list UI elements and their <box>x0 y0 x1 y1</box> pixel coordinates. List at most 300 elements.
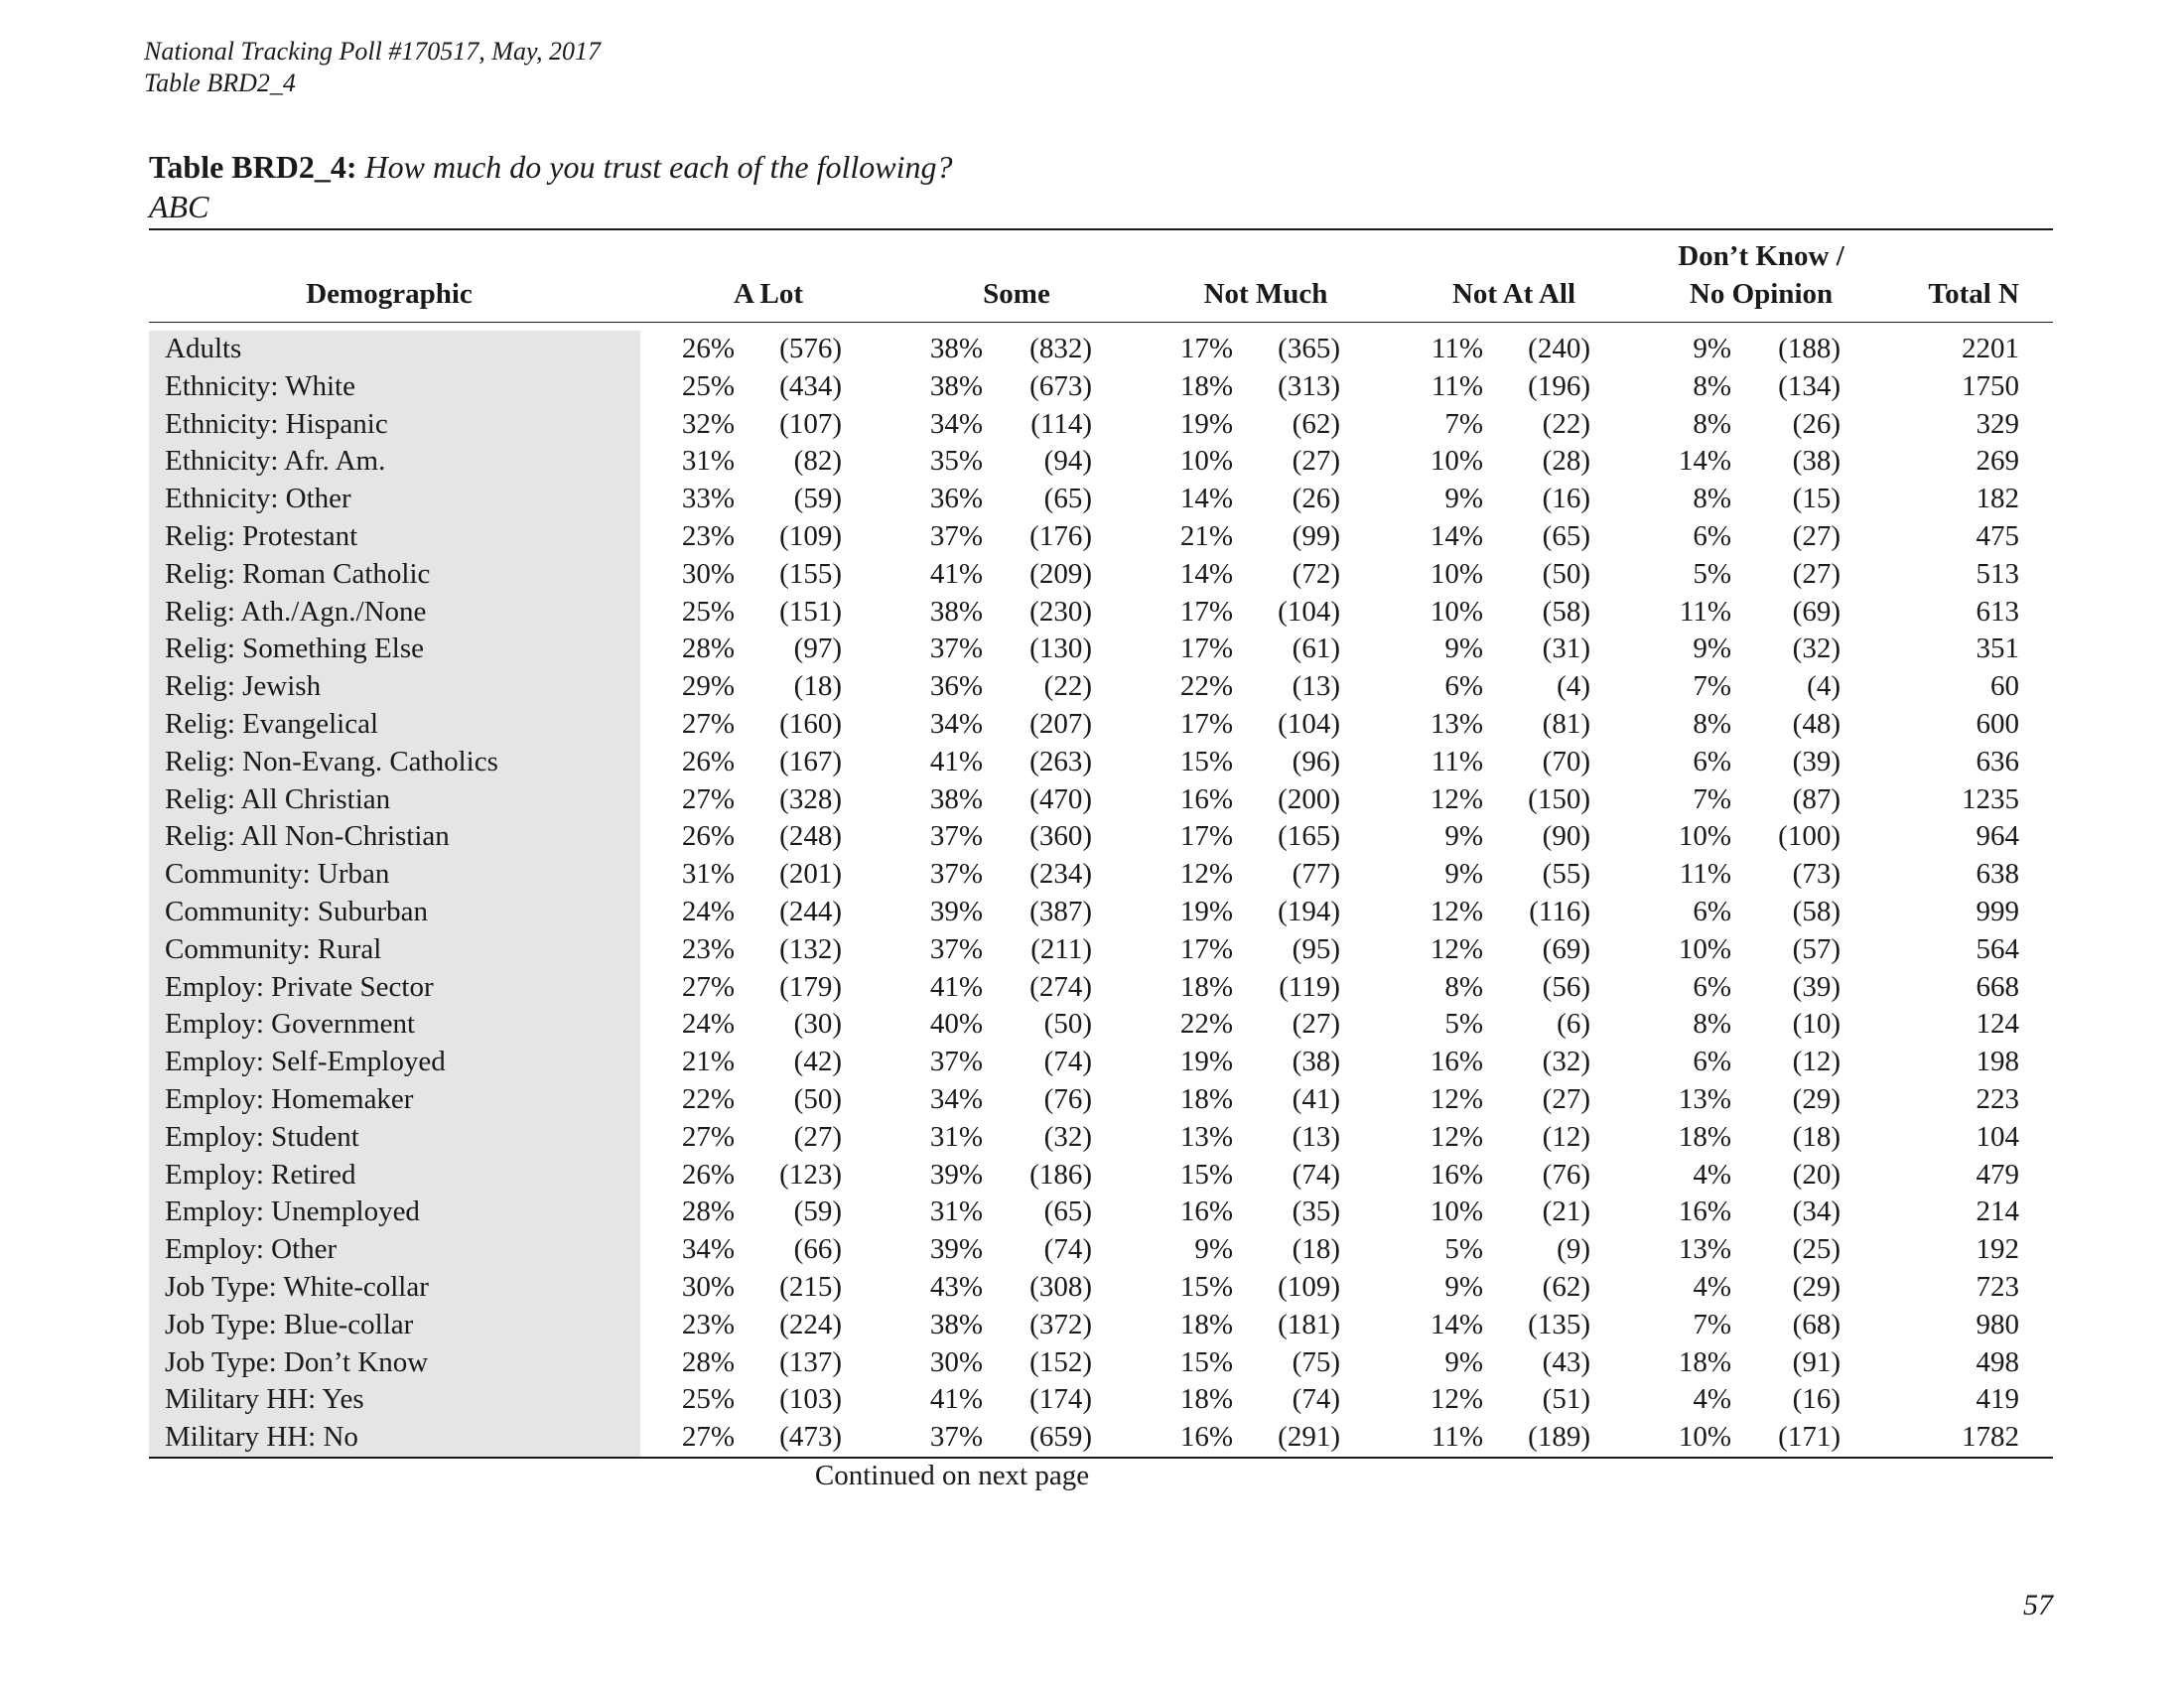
table-row <box>149 818 2053 856</box>
cell-dont-know-pct: 10% <box>1678 932 1731 965</box>
cell-dont-know-pct: 8% <box>1693 1008 1731 1041</box>
table-bottom-rule <box>149 1457 2053 1459</box>
cell-total-n: 638 <box>1976 858 2019 891</box>
cell-a-lot-n: (328) <box>779 782 842 815</box>
row-label: Ethnicity: White <box>165 369 355 402</box>
cell-dont-know-n: (27) <box>1792 519 1841 552</box>
cell-a-lot-n: (155) <box>779 557 842 590</box>
cell-not-at-all-n: (116) <box>1529 895 1590 927</box>
cell-dont-know-pct: 4% <box>1693 1383 1731 1416</box>
cell-not-much-n: (291) <box>1278 1421 1340 1454</box>
cell-total-n: 498 <box>1976 1345 2019 1378</box>
cell-not-much-n: (27) <box>1292 445 1340 478</box>
cell-some-pct: 38% <box>929 1308 983 1340</box>
cell-a-lot-pct: 24% <box>681 895 735 927</box>
cell-total-n: 223 <box>1976 1082 2019 1115</box>
table-caption <box>149 147 952 226</box>
cell-a-lot-pct: 26% <box>681 333 735 364</box>
cell-not-at-all-n: (27) <box>1542 1082 1590 1115</box>
cell-dont-know-pct: 11% <box>1679 858 1731 891</box>
cell-not-much-pct: 22% <box>1179 670 1233 703</box>
table-header-rule <box>149 322 2053 323</box>
cell-dont-know-n: (91) <box>1792 1345 1841 1378</box>
cell-dont-know-pct: 14% <box>1678 445 1731 478</box>
cell-not-much-pct: 14% <box>1179 483 1233 515</box>
cell-not-at-all-n: (69) <box>1542 932 1590 965</box>
cell-dont-know-pct: 7% <box>1693 782 1731 815</box>
cell-a-lot-pct: 27% <box>681 782 735 815</box>
cell-not-much-pct: 15% <box>1179 1158 1233 1191</box>
cell-total-n: 419 <box>1976 1383 2019 1416</box>
cell-not-much-n: (95) <box>1292 932 1340 965</box>
cell-total-n: 999 <box>1976 895 2019 927</box>
cell-not-much-n: (165) <box>1278 820 1340 853</box>
cell-a-lot-pct: 27% <box>681 1120 735 1153</box>
cell-dont-know-n: (12) <box>1792 1046 1841 1078</box>
cell-dont-know-pct: 9% <box>1693 333 1731 364</box>
cell-a-lot-n: (42) <box>793 1046 842 1078</box>
cell-not-at-all-n: (9) <box>1557 1233 1590 1266</box>
cell-not-much-pct: 10% <box>1179 445 1233 478</box>
table-row <box>149 1044 2053 1081</box>
cell-a-lot-n: (107) <box>779 407 842 440</box>
cell-not-much-n: (35) <box>1292 1196 1340 1228</box>
cell-not-much-n: (13) <box>1292 670 1340 703</box>
row-label: Adults <box>165 333 242 364</box>
cell-total-n: 2201 <box>1962 333 2019 364</box>
cell-total-n: 600 <box>1976 707 2019 740</box>
cell-dont-know-pct: 9% <box>1693 633 1731 665</box>
cell-a-lot-pct: 22% <box>681 1082 735 1115</box>
cell-some-pct: 31% <box>929 1120 983 1153</box>
cell-total-n: 198 <box>1976 1046 2019 1078</box>
header-dont-know-line2: No Opinion <box>1689 278 1834 310</box>
cell-some-pct: 40% <box>929 1008 983 1041</box>
cell-a-lot-pct: 23% <box>681 519 735 552</box>
row-label: Employ: Other <box>165 1233 338 1266</box>
cell-dont-know-pct: 6% <box>1693 745 1731 777</box>
cell-dont-know-n: (48) <box>1792 707 1841 740</box>
cell-a-lot-pct: 26% <box>681 820 735 853</box>
cell-not-much-n: (74) <box>1292 1383 1340 1416</box>
cell-some-pct: 39% <box>929 1158 983 1191</box>
cell-a-lot-n: (59) <box>793 1196 842 1228</box>
crosstab-table <box>149 228 2053 1459</box>
table-row <box>149 744 2053 781</box>
cell-some-n: (152) <box>1029 1345 1092 1378</box>
table-row <box>149 1307 2053 1344</box>
cell-dont-know-pct: 10% <box>1678 820 1731 853</box>
cell-dont-know-pct: 18% <box>1678 1120 1731 1153</box>
cell-not-much-pct: 17% <box>1179 595 1233 628</box>
cell-not-at-all-pct: 16% <box>1430 1046 1483 1078</box>
running-head <box>144 36 601 99</box>
table-row <box>149 1157 2053 1195</box>
table-body <box>149 331 2053 1457</box>
cell-a-lot-pct: 28% <box>681 633 735 665</box>
cell-dont-know-pct: 7% <box>1693 670 1731 703</box>
cell-not-at-all-pct: 14% <box>1430 1308 1483 1340</box>
cell-some-n: (176) <box>1029 519 1092 552</box>
cell-not-at-all-n: (90) <box>1542 820 1590 853</box>
cell-not-at-all-pct: 6% <box>1444 670 1483 703</box>
cell-not-at-all-pct: 9% <box>1444 1345 1483 1378</box>
cell-not-at-all-pct: 11% <box>1431 369 1483 402</box>
cell-a-lot-n: (18) <box>793 670 842 703</box>
cell-not-much-n: (13) <box>1292 1120 1340 1153</box>
cell-dont-know-pct: 10% <box>1678 1421 1731 1454</box>
cell-total-n: 1235 <box>1962 782 2019 815</box>
cell-some-pct: 37% <box>929 932 983 965</box>
table-row <box>149 331 2053 368</box>
cell-some-n: (230) <box>1029 595 1092 628</box>
cell-a-lot-n: (160) <box>779 707 842 740</box>
header-a-lot: A Lot <box>733 278 804 310</box>
cell-a-lot-n: (123) <box>779 1158 842 1191</box>
cell-total-n: 192 <box>1976 1233 2019 1266</box>
cell-not-much-pct: 17% <box>1179 820 1233 853</box>
cell-a-lot-pct: 23% <box>681 1308 735 1340</box>
cell-a-lot-n: (473) <box>779 1421 842 1454</box>
cell-dont-know-pct: 4% <box>1693 1158 1731 1191</box>
cell-some-n: (50) <box>1043 1008 1092 1041</box>
running-head-table-id: Table BRD2_4 <box>144 69 296 97</box>
cell-dont-know-n: (29) <box>1792 1270 1841 1303</box>
cell-dont-know-pct: 18% <box>1678 1345 1731 1378</box>
row-label: Employ: Student <box>165 1120 359 1153</box>
cell-not-much-n: (119) <box>1279 970 1340 1003</box>
cell-dont-know-n: (188) <box>1778 333 1841 364</box>
table-row <box>149 1081 2053 1119</box>
cell-dont-know-n: (134) <box>1778 369 1841 402</box>
row-label: Military HH: No <box>165 1421 358 1454</box>
cell-dont-know-n: (100) <box>1778 820 1841 853</box>
cell-some-pct: 39% <box>929 895 983 927</box>
cell-some-n: (32) <box>1043 1120 1092 1153</box>
cell-a-lot-n: (50) <box>793 1082 842 1115</box>
row-label: Ethnicity: Other <box>165 483 351 515</box>
cell-not-at-all-n: (240) <box>1528 333 1590 364</box>
cell-not-much-n: (75) <box>1292 1345 1340 1378</box>
cell-some-n: (360) <box>1029 820 1092 853</box>
cell-not-much-pct: 22% <box>1179 1008 1233 1041</box>
cell-dont-know-n: (171) <box>1778 1421 1841 1454</box>
cell-total-n: 269 <box>1976 445 2019 478</box>
cell-total-n: 479 <box>1976 1158 2019 1191</box>
cell-not-at-all-pct: 12% <box>1430 1082 1483 1115</box>
cell-not-much-pct: 18% <box>1179 1082 1233 1115</box>
cell-a-lot-n: (244) <box>779 895 842 927</box>
cell-not-much-n: (194) <box>1278 895 1340 927</box>
row-label: Military HH: Yes <box>165 1383 364 1416</box>
cell-a-lot-pct: 30% <box>681 557 735 590</box>
cell-not-at-all-n: (16) <box>1542 483 1590 515</box>
row-label: Ethnicity: Hispanic <box>165 407 388 440</box>
cell-some-pct: 41% <box>929 970 983 1003</box>
cell-not-at-all-pct: 11% <box>1431 745 1483 777</box>
cell-not-much-pct: 19% <box>1179 1046 1233 1078</box>
table-row <box>149 406 2053 444</box>
cell-dont-know-pct: 4% <box>1693 1270 1731 1303</box>
cell-a-lot-pct: 23% <box>681 932 735 965</box>
cell-not-at-all-n: (31) <box>1542 633 1590 665</box>
cell-dont-know-n: (68) <box>1792 1308 1841 1340</box>
row-label: Relig: All Christian <box>165 782 391 815</box>
cell-not-at-all-pct: 9% <box>1444 483 1483 515</box>
cell-some-n: (114) <box>1030 407 1092 440</box>
cell-a-lot-pct: 33% <box>681 483 735 515</box>
table-row <box>149 1194 2053 1231</box>
cell-not-at-all-n: (32) <box>1542 1046 1590 1078</box>
cell-dont-know-pct: 8% <box>1693 407 1731 440</box>
cell-not-at-all-n: (22) <box>1542 407 1590 440</box>
cell-not-much-n: (109) <box>1278 1270 1340 1303</box>
cell-some-pct: 35% <box>929 445 983 478</box>
cell-some-pct: 37% <box>929 820 983 853</box>
cell-not-at-all-n: (28) <box>1542 445 1590 478</box>
cell-some-n: (673) <box>1029 369 1092 402</box>
cell-total-n: 980 <box>1976 1308 2019 1340</box>
continued-note: Continued on next page <box>814 1460 1090 1491</box>
cell-dont-know-pct: 13% <box>1678 1082 1731 1115</box>
cell-a-lot-n: (215) <box>779 1270 842 1303</box>
cell-a-lot-pct: 31% <box>681 858 735 891</box>
row-label: Relig: Jewish <box>165 670 322 703</box>
cell-not-much-n: (313) <box>1278 369 1340 402</box>
cell-dont-know-n: (34) <box>1792 1196 1841 1228</box>
cell-not-at-all-n: (50) <box>1542 557 1590 590</box>
cell-not-at-all-n: (76) <box>1542 1158 1590 1191</box>
row-label: Relig: Protestant <box>165 519 358 552</box>
cell-not-much-n: (77) <box>1292 858 1340 891</box>
cell-a-lot-pct: 27% <box>681 1421 735 1454</box>
cell-a-lot-n: (151) <box>779 595 842 628</box>
cell-not-at-all-pct: 16% <box>1430 1158 1483 1191</box>
cell-a-lot-pct: 26% <box>681 745 735 777</box>
cell-not-at-all-pct: 12% <box>1430 782 1483 815</box>
cell-not-much-pct: 18% <box>1179 1383 1233 1416</box>
row-label: Job Type: Don’t Know <box>165 1345 429 1378</box>
cell-dont-know-n: (16) <box>1792 1383 1841 1416</box>
row-label: Relig: Something Else <box>165 633 424 665</box>
table-row <box>149 1006 2053 1044</box>
cell-not-much-n: (27) <box>1292 1008 1340 1041</box>
row-label: Relig: Non-Evang. Catholics <box>165 745 498 777</box>
table-row <box>149 631 2053 668</box>
cell-total-n: 475 <box>1976 519 2019 552</box>
cell-not-much-pct: 12% <box>1179 858 1233 891</box>
cell-not-much-n: (61) <box>1292 633 1340 665</box>
cell-not-at-all-pct: 14% <box>1430 519 1483 552</box>
cell-not-at-all-pct: 9% <box>1444 858 1483 891</box>
table-row <box>149 931 2053 969</box>
cell-not-much-pct: 17% <box>1179 333 1233 364</box>
cell-some-n: (174) <box>1029 1383 1092 1416</box>
cell-dont-know-pct: 6% <box>1693 519 1731 552</box>
cell-not-at-all-n: (6) <box>1557 1008 1590 1041</box>
table-row <box>149 894 2053 931</box>
cell-not-much-pct: 14% <box>1179 557 1233 590</box>
cell-total-n: 329 <box>1976 407 2019 440</box>
cell-some-pct: 37% <box>929 519 983 552</box>
table-row <box>149 969 2053 1007</box>
cell-dont-know-pct: 7% <box>1693 1308 1731 1340</box>
cell-some-n: (186) <box>1029 1158 1092 1191</box>
cell-some-pct: 38% <box>929 782 983 815</box>
cell-some-n: (207) <box>1029 707 1092 740</box>
cell-not-at-all-n: (150) <box>1528 782 1590 815</box>
cell-some-pct: 36% <box>929 483 983 515</box>
cell-some-n: (65) <box>1043 483 1092 515</box>
cell-not-at-all-n: (4) <box>1557 670 1590 703</box>
cell-not-much-n: (200) <box>1278 782 1340 815</box>
cell-dont-know-n: (15) <box>1792 483 1841 515</box>
caption-question: How much do you trust each of the following? <box>364 149 953 185</box>
cell-some-pct: 37% <box>929 1046 983 1078</box>
cell-dont-know-n: (4) <box>1807 670 1841 703</box>
cell-a-lot-n: (576) <box>779 333 842 364</box>
cell-not-at-all-pct: 11% <box>1431 333 1483 364</box>
cell-not-at-all-n: (58) <box>1542 595 1590 628</box>
table-row <box>149 1419 2053 1457</box>
page-number: 57 <box>2023 1589 2053 1621</box>
cell-not-at-all-n: (12) <box>1542 1120 1590 1153</box>
cell-not-much-pct: 15% <box>1179 1270 1233 1303</box>
cell-dont-know-n: (32) <box>1792 633 1841 665</box>
cell-some-pct: 37% <box>929 1421 983 1454</box>
table-row <box>149 443 2053 481</box>
table-row <box>149 706 2053 744</box>
header-some: Some <box>983 278 1050 310</box>
row-label: Employ: Government <box>165 1008 416 1041</box>
running-head-title: National Tracking Poll #170517, May, 2017 <box>144 37 602 66</box>
table-row <box>149 368 2053 406</box>
row-label: Employ: Unemployed <box>165 1196 420 1228</box>
header-not-much: Not Much <box>1203 278 1328 310</box>
cell-not-much-pct: 16% <box>1179 1196 1233 1228</box>
cell-not-much-pct: 16% <box>1179 782 1233 815</box>
cell-not-at-all-pct: 10% <box>1430 557 1483 590</box>
cell-not-much-n: (96) <box>1292 745 1340 777</box>
cell-dont-know-n: (29) <box>1792 1082 1841 1115</box>
cell-not-much-n: (365) <box>1278 333 1340 364</box>
cell-some-n: (76) <box>1043 1082 1092 1115</box>
cell-a-lot-pct: 29% <box>681 670 735 703</box>
cell-dont-know-pct: 8% <box>1693 707 1731 740</box>
cell-not-at-all-n: (135) <box>1528 1308 1590 1340</box>
table-row <box>149 1269 2053 1307</box>
row-label: Community: Urban <box>165 858 390 891</box>
cell-a-lot-pct: 31% <box>681 445 735 478</box>
cell-not-at-all-pct: 12% <box>1430 895 1483 927</box>
cell-a-lot-n: (82) <box>793 445 842 478</box>
cell-some-n: (65) <box>1043 1196 1092 1228</box>
cell-not-much-pct: 17% <box>1179 932 1233 965</box>
cell-dont-know-n: (18) <box>1792 1120 1841 1153</box>
cell-not-at-all-pct: 9% <box>1444 633 1483 665</box>
cell-not-at-all-pct: 12% <box>1430 1120 1483 1153</box>
table-row <box>149 1231 2053 1269</box>
cell-not-much-n: (99) <box>1292 519 1340 552</box>
table-row <box>149 518 2053 556</box>
cell-not-at-all-pct: 12% <box>1430 1383 1483 1416</box>
cell-not-much-pct: 18% <box>1179 369 1233 402</box>
row-label: Job Type: White-collar <box>165 1270 429 1303</box>
table-row <box>149 668 2053 706</box>
cell-some-pct: 30% <box>929 1345 983 1378</box>
header-not-at-all: Not At All <box>1451 278 1576 310</box>
cell-not-much-pct: 16% <box>1179 1421 1233 1454</box>
cell-some-n: (22) <box>1043 670 1092 703</box>
cell-a-lot-n: (201) <box>779 858 842 891</box>
cell-total-n: 104 <box>1976 1120 2019 1153</box>
cell-not-much-n: (104) <box>1278 707 1340 740</box>
cell-not-at-all-pct: 5% <box>1444 1233 1483 1266</box>
cell-dont-know-pct: 8% <box>1693 483 1731 515</box>
header-demographic: Demographic <box>306 278 473 310</box>
cell-not-at-all-n: (51) <box>1542 1383 1590 1416</box>
cell-some-pct: 39% <box>929 1233 983 1266</box>
table-row <box>149 1381 2053 1419</box>
cell-not-much-pct: 19% <box>1179 407 1233 440</box>
cell-total-n: 564 <box>1976 932 2019 965</box>
cell-a-lot-pct: 28% <box>681 1196 735 1228</box>
cell-dont-know-n: (69) <box>1792 595 1841 628</box>
cell-some-n: (274) <box>1029 970 1092 1003</box>
cell-dont-know-n: (39) <box>1792 970 1841 1003</box>
cell-some-n: (94) <box>1043 445 1092 478</box>
cell-dont-know-n: (20) <box>1792 1158 1841 1191</box>
caption-subject: ABC <box>149 189 209 224</box>
cell-a-lot-n: (248) <box>779 820 842 853</box>
table-row <box>149 481 2053 518</box>
cell-not-much-pct: 13% <box>1179 1120 1233 1153</box>
cell-some-n: (372) <box>1029 1308 1092 1340</box>
cell-some-pct: 31% <box>929 1196 983 1228</box>
cell-some-n: (659) <box>1029 1421 1092 1454</box>
cell-dont-know-n: (10) <box>1792 1008 1841 1041</box>
cell-total-n: 214 <box>1976 1196 2019 1228</box>
cell-not-at-all-pct: 10% <box>1430 1196 1483 1228</box>
cell-dont-know-n: (27) <box>1792 557 1841 590</box>
cell-some-n: (130) <box>1029 633 1092 665</box>
cell-dont-know-pct: 6% <box>1693 1046 1731 1078</box>
cell-dont-know-n: (25) <box>1792 1233 1841 1266</box>
cell-total-n: 723 <box>1976 1270 2019 1303</box>
cell-not-at-all-n: (43) <box>1542 1345 1590 1378</box>
cell-not-much-n: (41) <box>1292 1082 1340 1115</box>
cell-not-much-n: (74) <box>1292 1158 1340 1191</box>
cell-not-much-n: (104) <box>1278 595 1340 628</box>
cell-not-much-pct: 19% <box>1179 895 1233 927</box>
cell-dont-know-n: (73) <box>1792 858 1841 891</box>
cell-some-n: (387) <box>1029 895 1092 927</box>
cell-not-much-pct: 17% <box>1179 633 1233 665</box>
cell-dont-know-n: (57) <box>1792 932 1841 965</box>
cell-a-lot-pct: 26% <box>681 1158 735 1191</box>
cell-total-n: 636 <box>1976 745 2019 777</box>
cell-dont-know-pct: 11% <box>1679 595 1731 628</box>
table-row <box>149 1119 2053 1157</box>
cell-not-much-n: (62) <box>1292 407 1340 440</box>
row-label: Relig: Roman Catholic <box>165 557 431 590</box>
cell-not-much-n: (26) <box>1292 483 1340 515</box>
cell-not-at-all-pct: 8% <box>1444 970 1483 1003</box>
table-row <box>149 594 2053 632</box>
cell-a-lot-n: (224) <box>779 1308 842 1340</box>
cell-some-n: (74) <box>1043 1233 1092 1266</box>
cell-a-lot-n: (167) <box>779 745 842 777</box>
